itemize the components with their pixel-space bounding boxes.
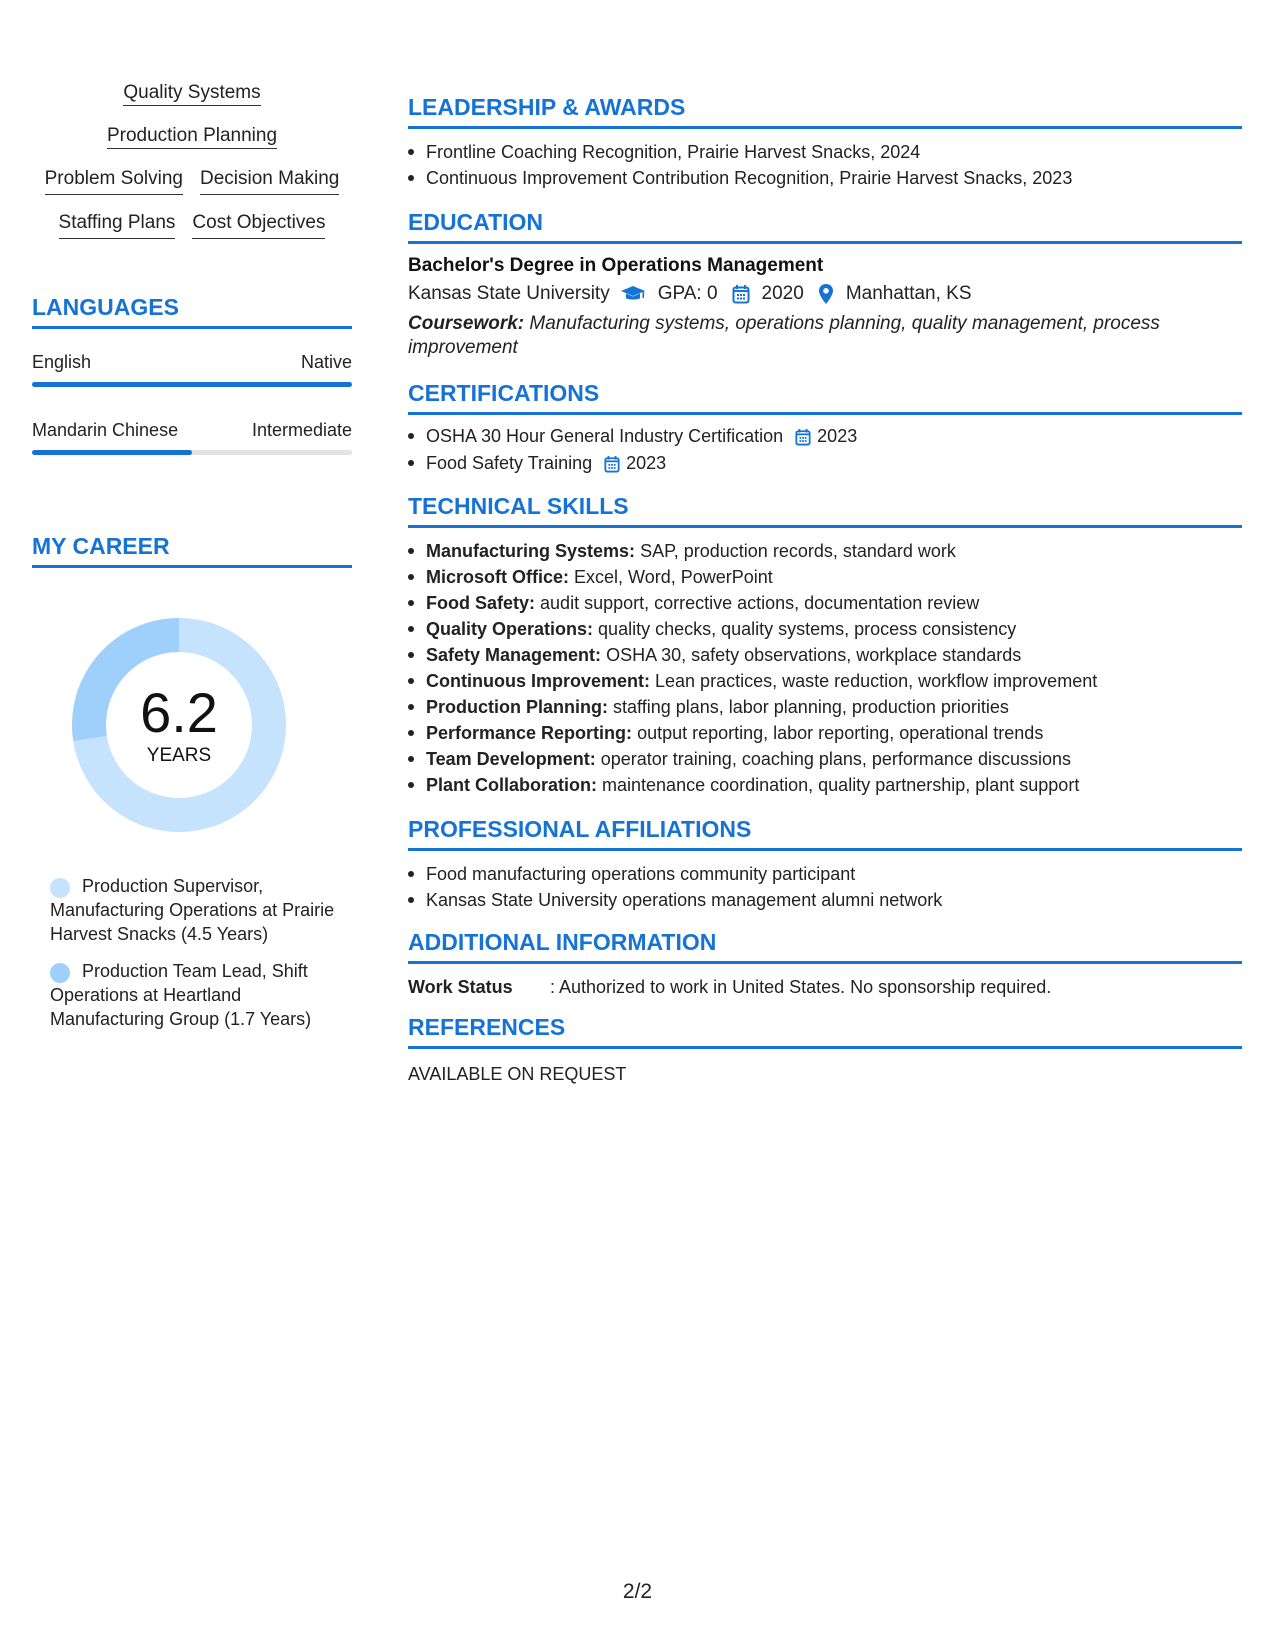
technical-skill-label: Team Development: bbox=[426, 749, 596, 769]
certifications-list bbox=[408, 423, 1242, 477]
leadership-list bbox=[408, 139, 1242, 191]
technical-skill-label: Food Safety: bbox=[426, 593, 536, 613]
certification-item bbox=[408, 450, 1242, 477]
coursework-text: Manufacturing systems, operations planning, quality management, process improvement bbox=[408, 313, 1160, 358]
education-year: 2020 bbox=[761, 283, 804, 304]
technical-skill-value: staffing plans, labor planning, production priorities bbox=[613, 697, 1009, 717]
references-text: AVAILABLE ON REQUEST bbox=[408, 1064, 627, 1084]
certification-item bbox=[408, 423, 1242, 450]
languages-heading: LANGUAGES bbox=[32, 292, 352, 329]
education-coursework bbox=[408, 312, 1242, 360]
list-item: Kansas State University operations management alumni network bbox=[408, 887, 1242, 913]
skill-tag: Staffing Plans bbox=[59, 210, 176, 239]
career-legend-item bbox=[50, 959, 340, 1031]
affiliations-section bbox=[408, 814, 1242, 913]
skill-tag: Decision Making bbox=[200, 166, 339, 195]
career-donut bbox=[66, 612, 292, 838]
technical-skill-value: Excel, Word, PowerPoint bbox=[574, 567, 773, 587]
technical-skill-item bbox=[408, 694, 1242, 720]
additional-info-heading: ADDITIONAL INFORMATION bbox=[408, 927, 1242, 964]
language-bar bbox=[32, 450, 352, 455]
career-heading: MY CAREER bbox=[32, 531, 352, 568]
technical-skills-list bbox=[408, 538, 1242, 798]
technical-skill-value: output reporting, labor reporting, operational trends bbox=[637, 723, 1044, 743]
work-status-value: : Authorized to work in United States. No sponsorship required. bbox=[550, 977, 1052, 997]
affiliations-heading: PROFESSIONAL AFFILIATIONS bbox=[408, 814, 1242, 851]
technical-skill-item bbox=[408, 642, 1242, 668]
language-level: Native bbox=[300, 352, 352, 372]
technical-skills-heading: TECHNICAL SKILLS bbox=[408, 491, 1242, 528]
language-name: English bbox=[32, 352, 92, 372]
coursework-label: Coursework: bbox=[408, 313, 525, 334]
language-bar bbox=[32, 382, 352, 387]
calendar-icon bbox=[604, 455, 620, 473]
list-item: Frontline Coaching Recognition, Prairie Harvest Snacks, 2024 bbox=[408, 139, 1242, 165]
skill-tag-text: Quality Systems bbox=[123, 82, 260, 106]
graduation-cap-icon bbox=[620, 284, 646, 304]
references-section bbox=[408, 1012, 1242, 1087]
technical-skill-label: Safety Management: bbox=[426, 645, 602, 665]
calendar-icon bbox=[795, 428, 811, 446]
list-item: Continuous Improvement Contribution Recognition, Prairie Harvest Snacks, 2023 bbox=[408, 165, 1242, 191]
work-status-label: Work Status bbox=[408, 977, 513, 997]
technical-skill-item bbox=[408, 668, 1242, 694]
technical-skill-value: Lean practices, waste reduction, workflow improvement bbox=[655, 671, 1098, 691]
career-legend bbox=[50, 874, 340, 1031]
technical-skill-item bbox=[408, 564, 1242, 590]
technical-skill-value: operator training, coaching plans, performance discussions bbox=[600, 749, 1071, 769]
leadership-heading: LEADERSHIP & AWARDS bbox=[408, 92, 1242, 129]
career-total: 6.2 bbox=[140, 681, 218, 744]
certification-year: 2023 bbox=[626, 453, 667, 473]
language-row bbox=[32, 350, 352, 374]
technical-skill-value: audit support, corrective actions, documentation review bbox=[540, 593, 980, 613]
technical-skill-item bbox=[408, 616, 1242, 642]
skill-tag bbox=[32, 123, 352, 151]
education-degree: Bachelor's Degree in Operations Management bbox=[408, 255, 824, 276]
page-number: 2/2 bbox=[622, 1580, 653, 1603]
technical-skill-label: Plant Collaboration: bbox=[426, 775, 597, 795]
language-name: Mandarin Chinese bbox=[32, 420, 179, 440]
technical-skill-label: Manufacturing Systems: bbox=[426, 541, 636, 561]
technical-skill-label: Performance Reporting: bbox=[426, 723, 633, 743]
technical-skill-item bbox=[408, 772, 1242, 798]
affiliations-list bbox=[408, 861, 1242, 913]
technical-skill-item bbox=[408, 538, 1242, 564]
education-details bbox=[408, 280, 1242, 308]
career-legend-item bbox=[50, 874, 340, 946]
technical-skill-value: OSHA 30, safety observations, workplace standards bbox=[606, 645, 1022, 665]
additional-info-section bbox=[408, 927, 1242, 1000]
education-section bbox=[408, 207, 1242, 360]
skill-tag: Cost Objectives bbox=[192, 210, 325, 239]
main-content bbox=[408, 92, 1242, 1087]
education-gpa: GPA: 0 bbox=[657, 283, 718, 304]
skill-tag: Problem Solving bbox=[45, 166, 183, 195]
technical-skill-item bbox=[408, 720, 1242, 746]
education-heading: EDUCATION bbox=[408, 207, 1242, 244]
skill-tags bbox=[32, 80, 352, 239]
technical-skills-section bbox=[408, 491, 1242, 798]
career-role: Production Team Lead, Shift Operations at Heartland Manufacturing Group (1.7 Years) bbox=[50, 961, 312, 1029]
technical-skill-value: maintenance coordination, quality partnership, plant support bbox=[602, 775, 1080, 795]
technical-skill-value: SAP, production records, standard work bbox=[640, 541, 956, 561]
calendar-icon bbox=[732, 284, 750, 304]
technical-skill-item bbox=[408, 746, 1242, 772]
location-pin-icon bbox=[818, 283, 834, 305]
skill-tag-text: Production Planning bbox=[107, 125, 277, 149]
certifications-heading: CERTIFICATIONS bbox=[408, 378, 1242, 415]
certification-name: OSHA 30 Hour General Industry Certification bbox=[426, 426, 784, 446]
language-row bbox=[32, 418, 352, 442]
references-heading: REFERENCES bbox=[408, 1012, 1242, 1049]
work-status-row bbox=[408, 974, 1242, 1000]
leadership-section bbox=[408, 92, 1242, 191]
technical-skill-label: Microsoft Office: bbox=[426, 567, 570, 587]
certification-year: 2023 bbox=[817, 426, 858, 446]
language-level: Intermediate bbox=[251, 420, 352, 440]
sidebar bbox=[32, 80, 352, 1044]
career-role: Production Supervisor, Manufacturing Operations at Prairie Harvest Snacks (4.5 Years) bbox=[50, 876, 335, 944]
education-school: Kansas State University bbox=[408, 283, 610, 304]
list-item: Food manufacturing operations community participant bbox=[408, 861, 1242, 887]
technical-skill-item bbox=[408, 590, 1242, 616]
certifications-section bbox=[408, 378, 1242, 477]
legend-dot bbox=[50, 963, 70, 983]
education-location: Manhattan, KS bbox=[845, 283, 972, 304]
certification-name: Food Safety Training bbox=[426, 453, 593, 473]
language-bar-fill bbox=[32, 450, 192, 455]
career-donut-label bbox=[66, 612, 292, 838]
technical-skill-label: Production Planning: bbox=[426, 697, 608, 717]
legend-dot bbox=[50, 878, 70, 898]
career-unit: YEARS bbox=[146, 745, 212, 766]
technical-skill-label: Continuous Improvement: bbox=[426, 671, 650, 691]
skill-tag bbox=[32, 80, 352, 108]
language-bar-fill bbox=[32, 382, 352, 387]
technical-skill-label: Quality Operations: bbox=[426, 619, 594, 639]
technical-skill-value: quality checks, quality systems, process consistency bbox=[598, 619, 1017, 639]
